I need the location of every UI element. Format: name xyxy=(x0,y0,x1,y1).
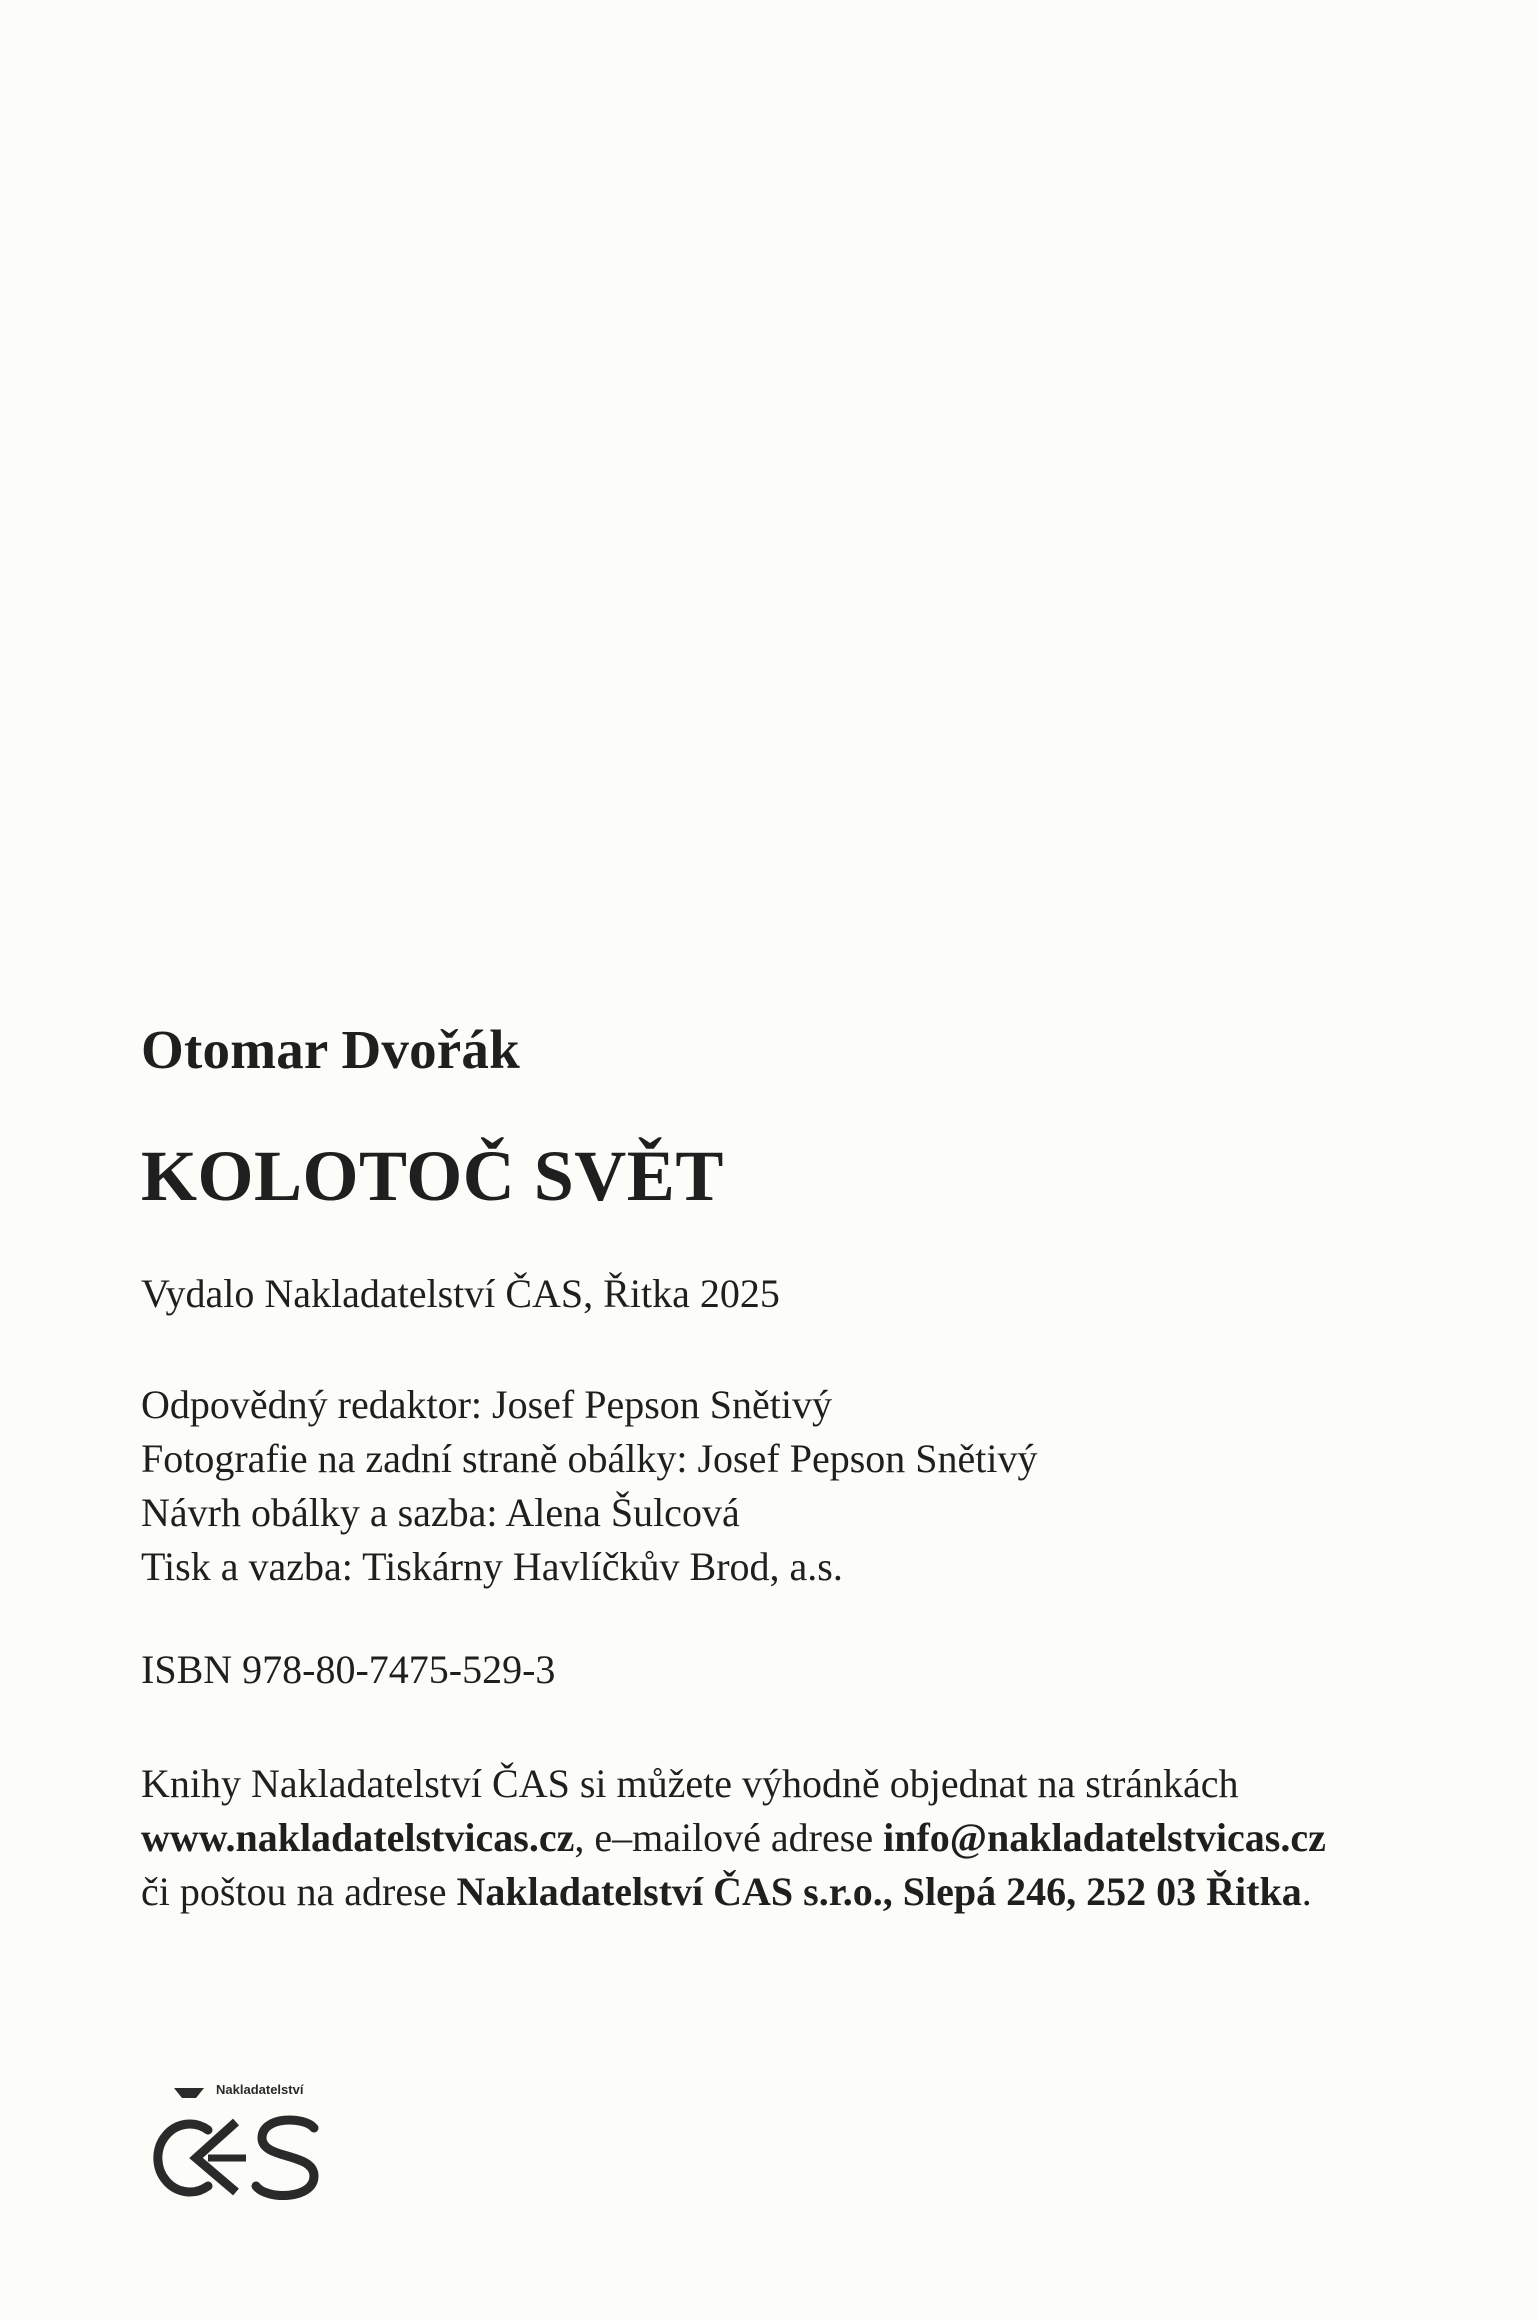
order-line-2 xyxy=(141,1811,1326,1865)
order-line-3 xyxy=(141,1865,1326,1919)
cas-publisher-logo-icon xyxy=(138,2082,338,2212)
publisher-line: Vydalo Nakladatelství ČAS, Řitka 2025 xyxy=(141,1271,780,1316)
credit-editor: Odpovědný redaktor: Josef Pepson Snětivý xyxy=(141,1382,833,1427)
email-link[interactable]: info@nakladatelstvicas.cz xyxy=(883,1815,1326,1860)
order-line-3-pre: či poštou na adrese xyxy=(141,1869,457,1914)
credit-design: Návrh obálky a sazba: Alena Šulcová xyxy=(141,1490,740,1535)
credit-print: Tisk a vazba: Tiskárny Havlíčkův Brod, a.s. xyxy=(141,1544,843,1589)
website-link[interactable]: www.nakladatelstvicas.cz xyxy=(141,1815,575,1860)
cas-logo-graphic xyxy=(138,2082,338,2212)
credit-photo: Fotografie na zadní straně obálky: Josef Pepson Snětivý xyxy=(141,1436,1038,1481)
order-line-2-mid: , e–mailové adrese xyxy=(574,1815,884,1860)
logo-label: Nakladatelství xyxy=(216,2082,304,2097)
order-info xyxy=(141,1757,1326,1919)
order-line-1: Knihy Nakladatelství ČAS si můžete výhodně objednat na stránkách xyxy=(141,1761,1239,1806)
postal-address: Nakladatelství ČAS s.r.o., Slepá 246, 252 03 Řitka xyxy=(456,1869,1302,1914)
book-title: KOLOTOČ SVĚT xyxy=(141,1136,724,1216)
author-name: Otomar Dvořák xyxy=(141,1019,520,1080)
credits-list xyxy=(141,1378,1037,1594)
order-line-3-end: . xyxy=(1301,1869,1312,1914)
isbn: ISBN 978-80-7475-529-3 xyxy=(141,1647,556,1692)
